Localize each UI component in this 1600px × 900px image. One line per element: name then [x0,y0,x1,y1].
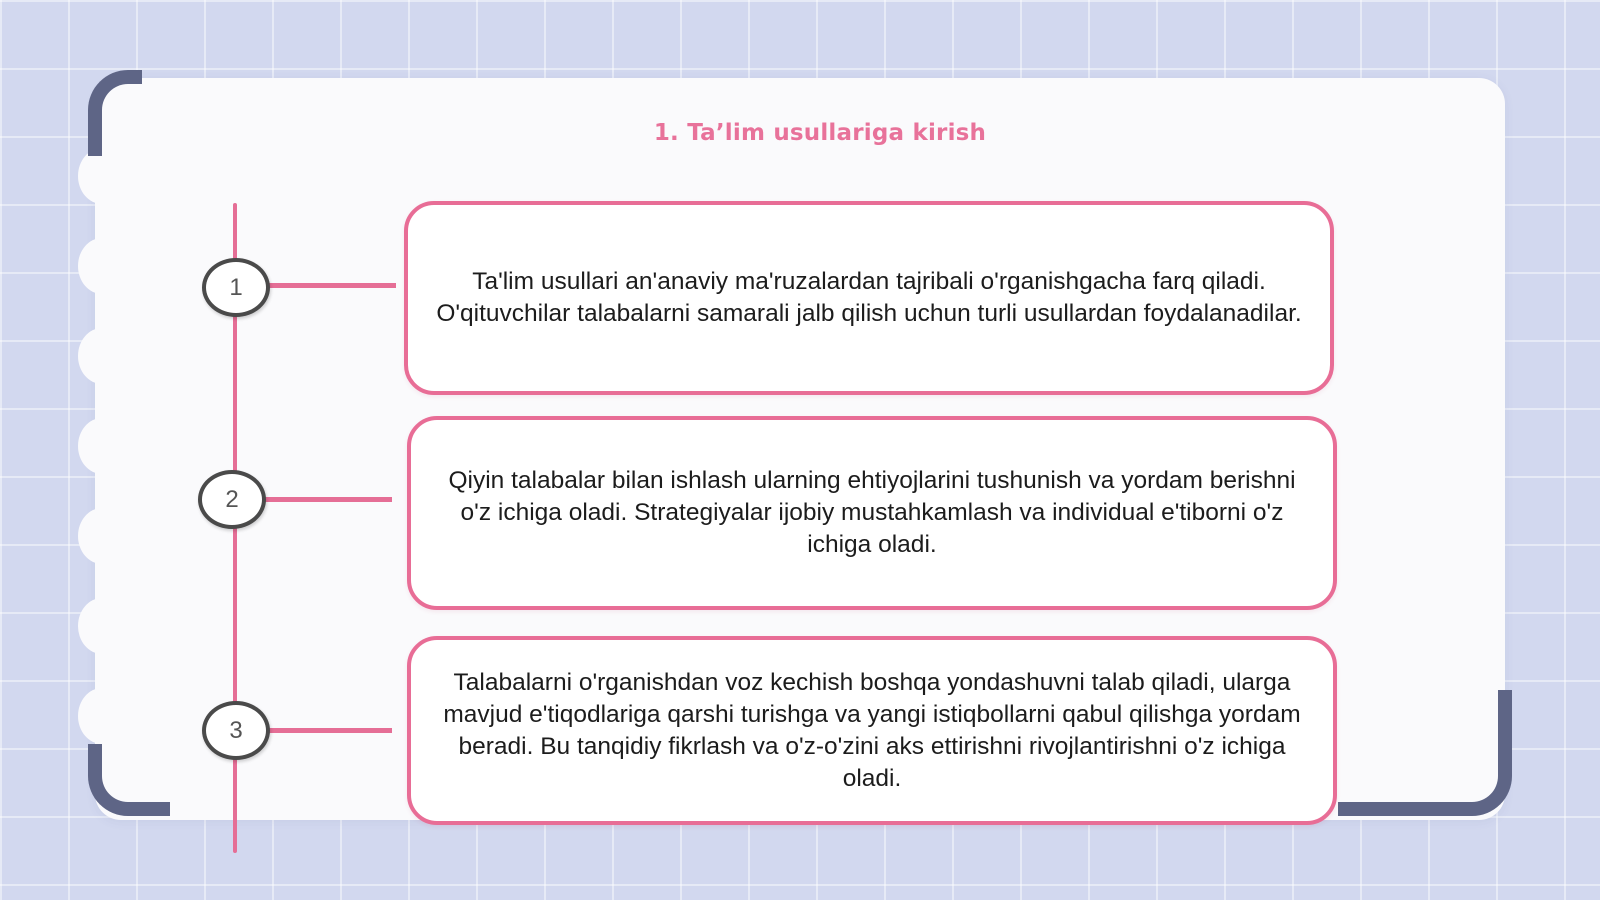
step-text-3: Talabalarni o'rganishdan voz kechish boshqa yondashuvni talab qiladi, ularga mavjud e'tiqodlariga qarshi turishga va yangi istiqbollarni qabul qilishga yordam beradi. Bu tanqidiy fikrlash va o'z-o'zini aks ettirishni rivojlantirishni o'z ichiga oladi. [443,668,1301,792]
sheet-scallop [78,688,126,744]
sheet-scallop [78,328,126,384]
sheet-scallop [78,508,126,564]
sheet-scallop [78,148,126,204]
sheet-scallop [78,598,126,654]
step-marker-3: 3 [202,701,270,760]
sheet-scallop [78,418,126,474]
step-marker-1: 1 [202,258,270,317]
step-text-1: Ta'lim usullari an'anaviy ma'ruzalardan tajribali o'rganishgacha farq qiladi. O'qituvchilar talabalarni samarali jalb qilish uchun turli usullardan foydalanadilar. [436,268,1302,327]
corner-bracket-bottom-right [1338,690,1512,816]
step-marker-2: 2 [198,470,266,529]
slide-title: 1. Ta’lim usullariga kirish [653,120,987,146]
timeline-connector-3 [266,728,392,733]
timeline-connector-2 [262,497,392,502]
timeline-connector-1 [266,283,396,288]
sheet-scallop [78,238,126,294]
step-card-2 [407,416,1337,610]
step-card-1 [404,201,1334,395]
corner-bracket-bottom-left [88,744,170,816]
step-card-3 [407,636,1337,825]
step-text-2: Qiyin talabalar bilan ishlash ularning ehtiyojlarini tushunish va yordam berishni o'z ichiga oladi. Strategiyalar ijobiy mustahkamlash va individual e'tiborni o'z ichiga oladi. [448,467,1296,558]
